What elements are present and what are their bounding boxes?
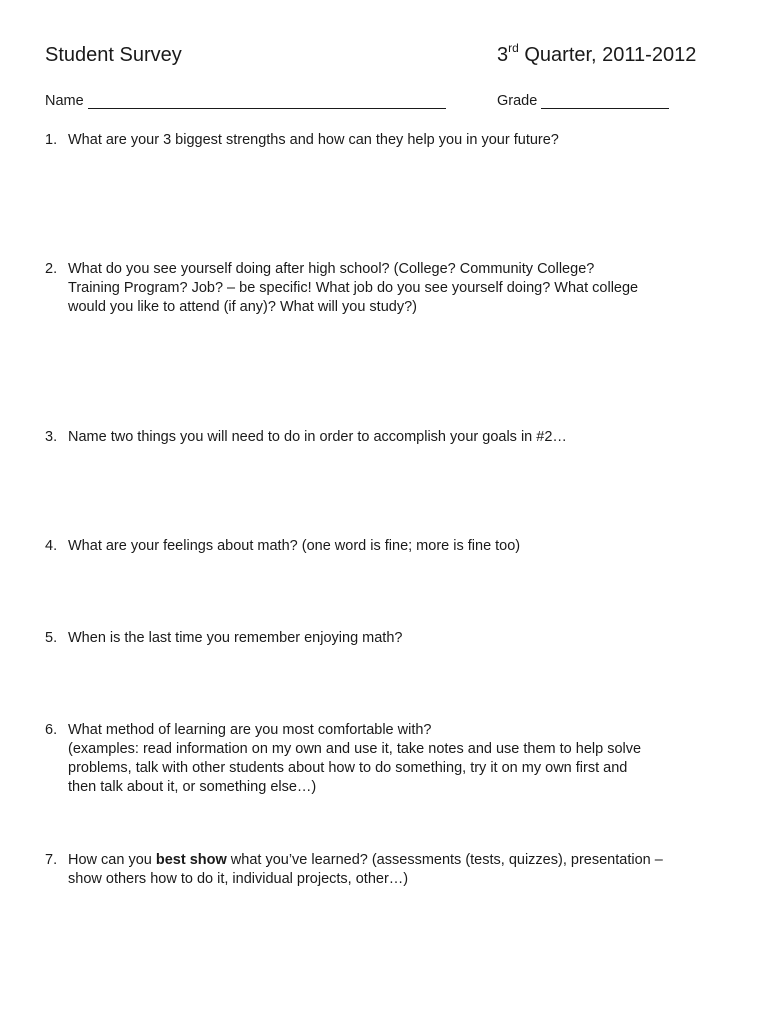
question-line: would you like to attend (if any)? What will you study?) (68, 299, 417, 315)
question-text (68, 537, 735, 556)
question-text (68, 260, 735, 317)
question-text (68, 721, 735, 797)
question-number: 4. (45, 538, 58, 554)
question-6 (45, 721, 735, 797)
question-5 (45, 629, 735, 648)
question-text-segment: How can you (68, 852, 156, 868)
question-line: then talk about it, or something else…) (68, 779, 317, 795)
question-line: show others how to do it, individual projects, other…) (68, 871, 409, 887)
question-7 (45, 851, 735, 889)
name-blank-line[interactable] (88, 93, 446, 109)
question-number: 3. (45, 429, 58, 445)
grade-field (497, 93, 669, 109)
question-line (68, 851, 735, 870)
emphasis-text: best show (155, 852, 227, 868)
quarter-year-text: Quarter, 2011-2012 (518, 44, 697, 66)
question-line: When is the last time you remember enjoying math? (68, 630, 403, 646)
question-line: problems, talk with other students about how to do something, try it on my own first and (68, 760, 628, 776)
question-line: What are your feelings about math? (one word is fine; more is fine too) (68, 538, 521, 554)
grade-label: Grade (497, 93, 538, 109)
question-text (68, 428, 735, 447)
question-number: 5. (45, 630, 58, 646)
question-1 (45, 131, 735, 150)
question-text-segment: what you’ve learned? (assessments (tests, quizzes), presentation – (226, 852, 663, 868)
question-line: What method of learning are you most comfortable with? (68, 722, 432, 738)
page-title: Student Survey (45, 44, 182, 66)
question-number: 7. (45, 852, 58, 868)
question-text (68, 131, 735, 150)
question-line: What are your 3 biggest strengths and how can they help you in your future? (68, 132, 559, 148)
quarter-heading (497, 41, 697, 67)
question-line: Training Program? Job? – be specific! What job do you see yourself doing? What college (68, 280, 639, 296)
name-field (45, 93, 446, 109)
question-line: Name two things you will need to do in order to accomplish your goals in #2… (68, 429, 567, 445)
quarter-ordinal-suffix: rd (508, 41, 519, 55)
question-4 (45, 537, 735, 556)
name-label: Name (45, 93, 84, 109)
quarter-number: 3 (497, 44, 509, 66)
question-text (68, 851, 735, 889)
question-line: What do you see yourself doing after high school? (College? Community College? (68, 261, 595, 277)
question-3 (45, 428, 735, 447)
question-number: 6. (45, 722, 58, 738)
question-number: 1. (45, 132, 58, 148)
grade-blank-line[interactable] (541, 93, 669, 109)
question-line: (examples: read information on my own and use it, take notes and use them to help solve (68, 741, 642, 757)
question-number: 2. (45, 261, 58, 277)
question-text (68, 629, 735, 648)
question-2 (45, 260, 735, 317)
